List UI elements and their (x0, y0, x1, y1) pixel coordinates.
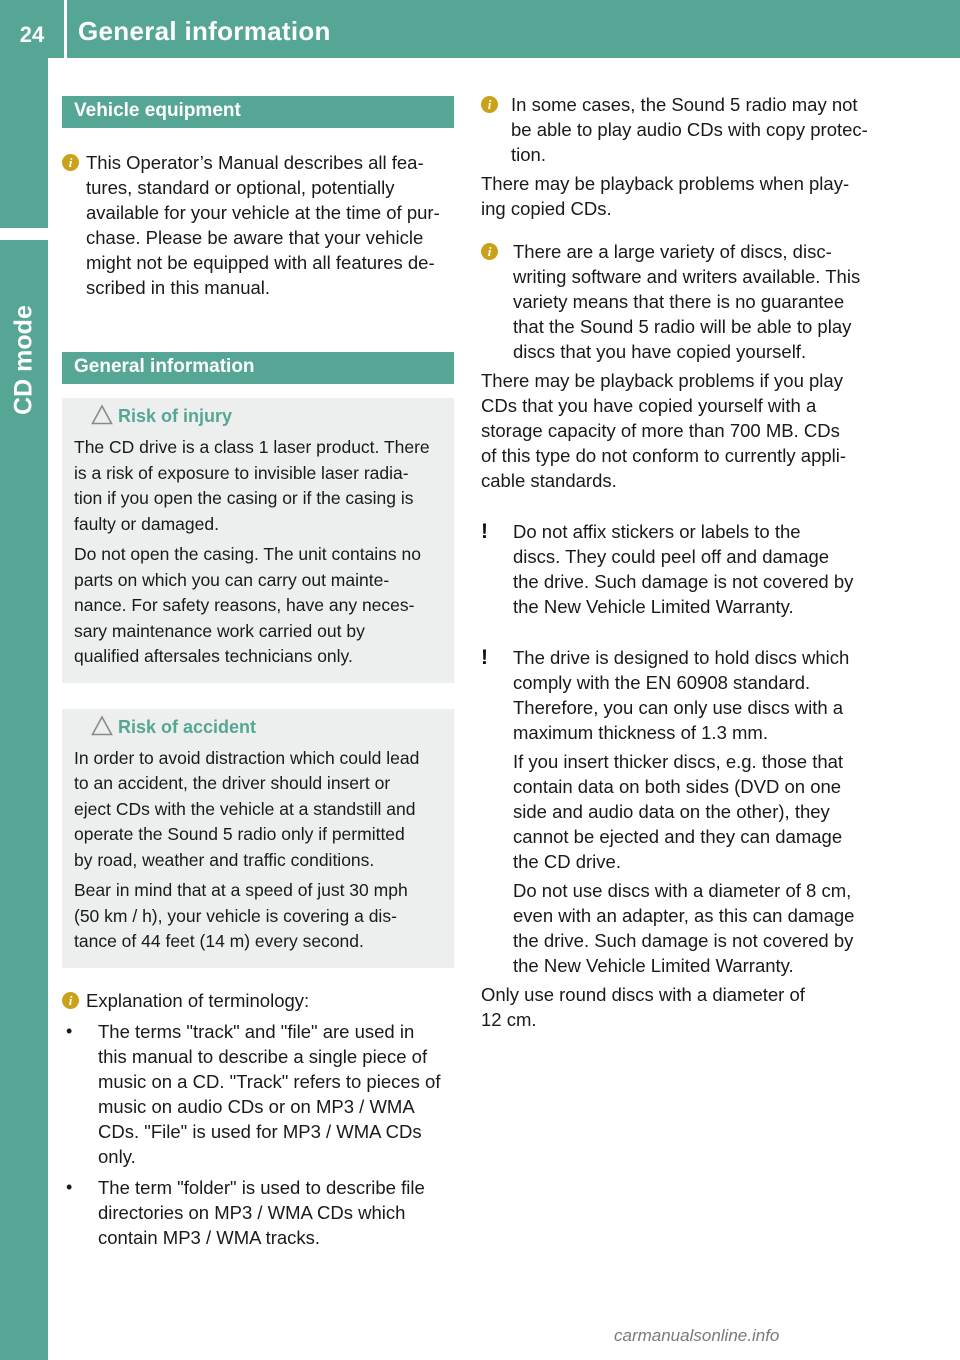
text-line: chase. Please be aware that your vehicle (86, 227, 424, 248)
text-line: Bear in mind that at a speed of just 30 mph (74, 880, 408, 900)
text-line: cannot be ejected and they can damage (513, 826, 843, 847)
list-item (62, 1175, 454, 1250)
bullet-icon: • (66, 1020, 73, 1041)
text-line: storage capacity of more than 700 MB. CDs (481, 420, 840, 441)
text-line: directories on MP3 / WMA CDs which (98, 1201, 406, 1223)
text-line: the New Vehicle Limited Warranty. (513, 955, 794, 976)
text-line: is a risk of exposure to invisible laser radia- (74, 462, 409, 483)
right-column (481, 92, 871, 1032)
text-line: maximum thickness of 1.3 mm. (513, 722, 768, 743)
text-line: The CD drive is a class 1 laser product. There (74, 437, 430, 457)
info-icon: i (62, 992, 79, 1009)
text-line: might not be equipped with all features de- (86, 252, 435, 273)
note-text (86, 150, 454, 300)
text-line: There may be playback problems when play- (481, 173, 850, 194)
warning-text (74, 878, 442, 955)
note-text (513, 749, 871, 874)
text-line: cable standards. (481, 470, 617, 491)
text-line: This Operator’s Manual describes all fea- (86, 152, 424, 173)
text-line: tion. (511, 144, 546, 165)
text-line: CDs. "File" is used for MP3 / WMA CDs (98, 1120, 422, 1142)
text-line: Therefore, you can only use discs with a (513, 697, 844, 718)
side-tab-gap (0, 228, 48, 240)
info-icon: i (62, 154, 79, 171)
info-note-vehicle-equipment (62, 150, 454, 300)
text-line: of this type do not conform to currently appli- (481, 445, 847, 466)
left-column (62, 96, 454, 1250)
section-heading-vehicle-equipment: Vehicle equipment (62, 96, 454, 128)
warning-title: Risk of injury (74, 404, 442, 429)
exclamation-icon: ! (481, 520, 488, 543)
text-line: variety means that there is no guarantee (513, 291, 845, 312)
text-line: The terms "track" and "file" are used in (98, 1020, 415, 1042)
text-line: The term "folder" is used to describe file (98, 1176, 425, 1198)
note-text (513, 519, 871, 619)
text-line: Do not open the casing. The unit contains no (74, 544, 422, 564)
warning-title: Risk of accident (74, 715, 442, 740)
text-line: that the Sound 5 radio will be able to play (513, 316, 852, 337)
text-line: the CD drive. (513, 851, 621, 872)
text-line: be able to play audio CDs with copy protec- (511, 119, 868, 140)
text-line: In some cases, the Sound 5 radio may not (511, 94, 858, 115)
text-line: tance of 44 feet (14 m) every second. (74, 931, 364, 951)
info-icon: i (481, 243, 498, 260)
text-line: the New Vehicle Limited Warranty. (513, 596, 794, 617)
text-line: contain MP3 / WMA tracks. (98, 1226, 321, 1248)
warning-text (74, 542, 442, 670)
info-note-copy-protection (481, 92, 871, 167)
text-line: the drive. Such damage is not covered by (513, 571, 854, 592)
text-line: In order to avoid distraction which could lead (74, 747, 420, 768)
text-line: 12 cm. (481, 1009, 537, 1030)
note-text: Explanation of terminology: (86, 989, 310, 1011)
text-line: parts on which you can carry out mainte- (74, 569, 390, 590)
side-tab-label: CD mode (9, 305, 38, 415)
info-note-terminology (62, 988, 454, 1013)
text-line: by road, weather and traffic conditions. (74, 849, 375, 870)
body-paragraph (481, 982, 871, 1032)
page-number: 24 (19, 22, 45, 47)
section-heading-general-information: General information (62, 352, 454, 384)
text-line: faulty or damaged. (74, 513, 219, 534)
text-line: Do not affix stickers or labels to the (513, 521, 801, 542)
note-text (513, 645, 871, 745)
body-paragraph (481, 171, 871, 221)
caution-note-stickers (481, 519, 871, 619)
text-line: sary maintenance work carried out by (74, 620, 365, 641)
text-line: (50 km / h), your vehicle is covering a dis- (74, 905, 397, 926)
text-line: even with an adapter, as this can damage (513, 905, 855, 926)
warning-box-accident (62, 709, 454, 968)
list-item (62, 1019, 454, 1169)
text-line: side and audio data on the other), they (513, 801, 830, 822)
header-divider (64, 0, 67, 58)
text-line: music on a CD. "Track" refers to pieces of (98, 1070, 441, 1092)
text-line: operate the Sound 5 radio only if permitted (74, 824, 405, 844)
text-line: available for your vehicle at the time of pur- (86, 202, 440, 223)
text-line: eject CDs with the vehicle at a standstill and (74, 798, 416, 819)
text-line: ing copied CDs. (481, 198, 612, 219)
text-line: discs that you have copied yourself. (513, 341, 807, 362)
body-paragraph (481, 368, 871, 493)
caution-note-disc-standard (481, 645, 871, 978)
header-title: General information (78, 16, 331, 46)
warning-text (74, 746, 442, 874)
bullet-icon: • (66, 1176, 73, 1197)
exclamation-icon: ! (481, 646, 488, 669)
note-text (513, 239, 871, 364)
watermark: carmanualsonline.info (614, 1326, 780, 1345)
text-line: tion if you open the casing or if the casing is (74, 488, 414, 508)
text-line: nance. For safety reasons, have any neces- (74, 595, 415, 615)
text-line: The drive is designed to hold discs which (513, 647, 850, 668)
warning-text (74, 435, 442, 537)
note-text (513, 878, 871, 978)
text-line: qualified aftersales technicians only. (74, 646, 353, 666)
text-line: this manual to describe a single piece of (98, 1045, 428, 1067)
text-line: comply with the EN 60908 standard. (513, 672, 811, 693)
text-line: If you insert thicker discs, e.g. those that (513, 751, 844, 772)
text-line: to an accident, the driver should insert or (74, 773, 391, 793)
text-line: scribed in this manual. (86, 277, 271, 298)
text-line: only. (98, 1145, 136, 1167)
warning-triangle-icon (91, 715, 113, 737)
info-icon: i (481, 96, 498, 113)
text-line: Do not use discs with a diameter of 8 cm, (513, 880, 852, 901)
warning-box-injury (62, 398, 454, 683)
text-line: contain data on both sides (DVD on one (513, 776, 842, 797)
info-note-disc-variety (481, 239, 871, 364)
text-line: music on audio CDs or on MP3 / WMA (98, 1095, 415, 1117)
note-text (511, 92, 871, 167)
text-line: tures, standard or optional, potentially (86, 177, 395, 198)
text-line: CDs that you have copied yourself with a (481, 395, 817, 416)
text-line: the drive. Such damage is not covered by (513, 930, 854, 951)
text-line: There may be playback problems if you play (481, 370, 843, 391)
text-line: discs. They could peel off and damage (513, 546, 830, 567)
text-line: writing software and writers available. This (513, 266, 861, 287)
warning-triangle-icon (91, 404, 113, 426)
text-line: Only use round discs with a diameter of (481, 984, 805, 1005)
text-line: There are a large variety of discs, disc- (513, 241, 832, 262)
